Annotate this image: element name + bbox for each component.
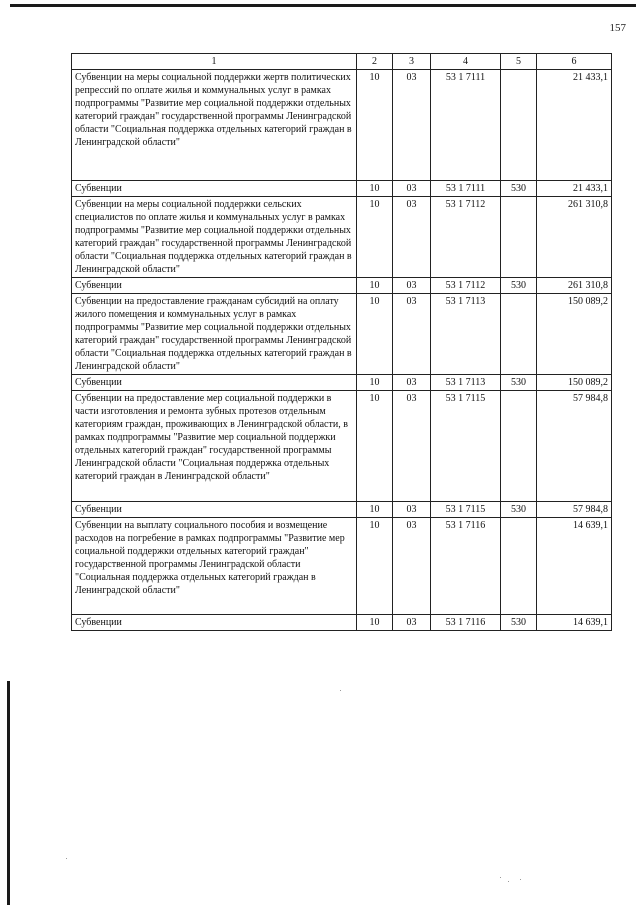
table-row [72,181,612,197]
cell-target-code: 53 1 7113 [431,375,501,391]
cell-amount: 21 433,1 [537,70,612,181]
table-row [72,70,612,181]
scan-speck [520,879,521,880]
scan-speck [66,858,67,859]
table-row [72,375,612,391]
cell-target-code: 53 1 7113 [431,294,501,375]
table-row [72,278,612,294]
cell-section: 10 [357,391,393,502]
cell-expense-type: 530 [501,502,537,518]
cell-amount: 14 639,1 [537,615,612,631]
cell-section: 10 [357,615,393,631]
cell-subsection: 03 [393,294,431,375]
cell-target-code: 53 1 7111 [431,70,501,181]
row-description: Субвенции на предоставление мер социальной поддержки в части изготовления и ремонта зубных протезов отдельным категориям граждан, проживающих в Ленинградской области, в рамках подпрограммы "Развитие мер социальной поддержки отдельных категорий граждан" государственной программы Ленинградской области "Социальная поддержка отдельных категорий граждан в Ленинградской области" [72,391,357,502]
scan-top-border [10,4,636,7]
cell-expense-type: 530 [501,375,537,391]
column-header: 2 [357,54,393,70]
row-description: Субвенции на выплату социального пособия и возмещение расходов на погребение в рамках подпрограммы "Развитие мер социальной поддержки отдельных категорий граждан" государственной программы Ленинградской области "Социальная поддержка отдельных категорий граждан в Ленинградской области" [72,518,357,615]
table-row [72,518,612,615]
cell-amount: 150 089,2 [537,294,612,375]
cell-section: 10 [357,518,393,615]
page-number: 157 [609,22,626,34]
cell-amount: 57 984,8 [537,391,612,502]
cell-section: 10 [357,181,393,197]
cell-amount: 150 089,2 [537,375,612,391]
cell-target-code: 53 1 7115 [431,502,501,518]
cell-subsection: 03 [393,502,431,518]
cell-subsection: 03 [393,375,431,391]
column-header: 1 [72,54,357,70]
cell-amount: 14 639,1 [537,518,612,615]
cell-amount: 21 433,1 [537,181,612,197]
table-row [72,197,612,278]
scan-speck [508,881,509,882]
column-header: 6 [537,54,612,70]
cell-section: 10 [357,294,393,375]
scan-speck [340,690,341,691]
cell-target-code: 53 1 7112 [431,278,501,294]
cell-target-code: 53 1 7116 [431,518,501,615]
table-row [72,294,612,375]
cell-subsection: 03 [393,391,431,502]
cell-subsection: 03 [393,278,431,294]
column-header: 3 [393,54,431,70]
cell-amount: 57 984,8 [537,502,612,518]
scan-speck [500,877,501,878]
cell-target-code: 53 1 7115 [431,391,501,502]
cell-expense-type [501,197,537,278]
budget-table [71,53,612,631]
row-description: Субвенции [72,375,357,391]
cell-subsection: 03 [393,518,431,615]
cell-subsection: 03 [393,70,431,181]
cell-expense-type: 530 [501,278,537,294]
row-description: Субвенции [72,278,357,294]
cell-section: 10 [357,375,393,391]
scan-left-edge-mark [7,681,10,905]
cell-target-code: 53 1 7116 [431,615,501,631]
cell-section: 10 [357,278,393,294]
cell-target-code: 53 1 7111 [431,181,501,197]
row-description: Субвенции [72,615,357,631]
table-header-row [72,54,612,70]
table-row [72,391,612,502]
cell-amount: 261 310,8 [537,197,612,278]
cell-expense-type: 530 [501,615,537,631]
cell-expense-type [501,294,537,375]
row-description: Субвенции [72,181,357,197]
row-description: Субвенции на предоставление гражданам субсидий на оплату жилого помещения и коммунальных услуг в рамках подпрограммы "Развитие мер социальной поддержки отдельных категорий граждан" государственной программы Ленинградской области "Социальная поддержка отдельных категорий граждан в Ленинградской области" [72,294,357,375]
cell-subsection: 03 [393,181,431,197]
row-description: Субвенции [72,502,357,518]
table-row [72,502,612,518]
cell-subsection: 03 [393,615,431,631]
row-description: Субвенции на меры социальной поддержки сельских специалистов по оплате жилья и коммунальных услуг в рамках подпрограммы "Развитие мер социальной поддержки отдельных категорий граждан" государственной программы Ленинградской области "Социальная поддержка отдельных категорий граждан в Ленинградской области" [72,197,357,278]
cell-section: 10 [357,70,393,181]
cell-expense-type [501,518,537,615]
cell-target-code: 53 1 7112 [431,197,501,278]
cell-section: 10 [357,197,393,278]
column-header: 5 [501,54,537,70]
cell-expense-type: 530 [501,181,537,197]
cell-amount: 261 310,8 [537,278,612,294]
cell-section: 10 [357,502,393,518]
cell-subsection: 03 [393,197,431,278]
cell-expense-type [501,70,537,181]
cell-expense-type [501,391,537,502]
row-description: Субвенции на меры социальной поддержки жертв политических репрессий по оплате жилья и коммунальных услуг в рамках подпрограммы "Развитие мер социальной поддержки отдельных категорий граждан" государственной программы Ленинградской области "Социальная поддержка отдельных категорий граждан в Ленинградской области" [72,70,357,181]
column-header: 4 [431,54,501,70]
table-row [72,615,612,631]
